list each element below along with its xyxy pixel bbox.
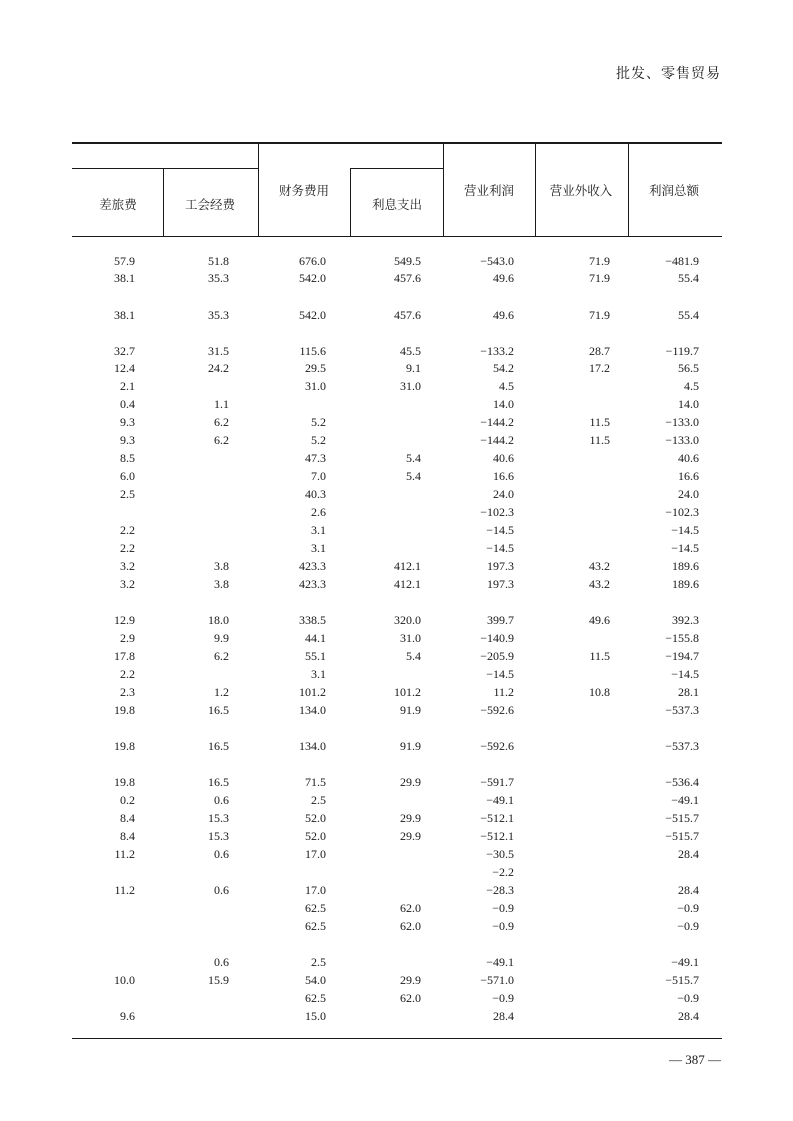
- cell-total-profit: −14.5: [671, 667, 699, 681]
- table-header-bottom-rule: [72, 236, 722, 237]
- cell-operating-profit: −14.5: [486, 523, 514, 537]
- cell-operating-profit: 14.0: [493, 397, 514, 411]
- cell-travel: 57.9: [114, 254, 135, 268]
- cell-operating-profit: 49.6: [493, 308, 514, 322]
- cell-union: 16.5: [208, 703, 229, 717]
- page-number: — 387 —: [669, 1052, 721, 1067]
- group-header-underline: [350, 168, 443, 169]
- cell-total-profit: 56.5: [678, 361, 699, 375]
- cell-interest: 31.0: [400, 379, 421, 393]
- column-header-interest-expense: 利息支出: [371, 198, 422, 212]
- cell-finance: 55.1: [305, 649, 326, 663]
- cell-operating-profit: −592.6: [480, 739, 514, 753]
- cell-union: 18.0: [208, 613, 229, 627]
- table-row: [0, 415, 793, 433]
- cell-non-operating-income: 71.9: [589, 308, 610, 322]
- cell-travel: 6.0: [120, 469, 135, 483]
- cell-non-operating-income: 11.5: [589, 649, 610, 663]
- cell-travel: 0.2: [120, 793, 135, 807]
- cell-finance: 676.0: [299, 254, 326, 268]
- cell-total-profit: −515.7: [665, 973, 699, 987]
- cell-finance: 338.5: [299, 613, 326, 627]
- cell-operating-profit: −512.1: [480, 829, 514, 843]
- cell-union: 3.8: [214, 577, 229, 591]
- cell-operating-profit: −0.9: [492, 991, 514, 1005]
- cell-operating-profit: −205.9: [480, 649, 514, 663]
- cell-interest: 5.4: [406, 649, 421, 663]
- cell-union: 15.3: [208, 829, 229, 843]
- cell-union: 35.3: [208, 271, 229, 285]
- cell-travel: 2.3: [120, 685, 135, 699]
- cell-total-profit: −49.1: [671, 955, 699, 969]
- cell-total-profit: 189.6: [672, 577, 699, 591]
- table-row: [0, 559, 793, 577]
- cell-total-profit: −102.3: [665, 505, 699, 519]
- cell-travel: 0.4: [120, 397, 135, 411]
- table-row: [0, 308, 793, 326]
- cell-interest: 5.4: [406, 469, 421, 483]
- cell-operating-profit: −133.2: [480, 344, 514, 358]
- cell-total-profit: 55.4: [678, 271, 699, 285]
- cell-travel: 9.3: [120, 415, 135, 429]
- cell-non-operating-income: 11.5: [589, 415, 610, 429]
- cell-interest: 29.9: [400, 811, 421, 825]
- cell-travel: 11.2: [114, 847, 135, 861]
- cell-finance: 423.3: [299, 577, 326, 591]
- table-row: [0, 505, 793, 523]
- cell-operating-profit: −571.0: [480, 973, 514, 987]
- cell-finance: 115.6: [299, 344, 326, 358]
- cell-travel: 12.4: [114, 361, 135, 375]
- cell-non-operating-income: 43.2: [589, 559, 610, 573]
- cell-finance: 542.0: [299, 308, 326, 322]
- cell-total-profit: −536.4: [665, 775, 699, 789]
- cell-finance: 3.1: [311, 541, 326, 555]
- table-row: [0, 883, 793, 901]
- cell-total-profit: −119.7: [665, 344, 699, 358]
- cell-total-profit: −0.9: [677, 901, 699, 915]
- cell-finance: 47.3: [305, 451, 326, 465]
- cell-total-profit: 14.0: [678, 397, 699, 411]
- table-row: [0, 793, 793, 811]
- cell-travel: 17.8: [114, 649, 135, 663]
- table-row: [0, 865, 793, 883]
- cell-finance: 134.0: [299, 703, 326, 717]
- table-row: [0, 991, 793, 1009]
- cell-total-profit: −515.7: [665, 829, 699, 843]
- table-row: [0, 973, 793, 991]
- cell-interest: 91.9: [400, 703, 421, 717]
- table-row: [0, 613, 793, 631]
- cell-operating-profit: −49.1: [486, 793, 514, 807]
- table-row: [0, 829, 793, 847]
- table-row: [0, 254, 793, 272]
- cell-operating-profit: −592.6: [480, 703, 514, 717]
- cell-travel: 9.3: [120, 433, 135, 447]
- cell-union: 16.5: [208, 775, 229, 789]
- table-row: [0, 901, 793, 919]
- cell-total-profit: −14.5: [671, 523, 699, 537]
- cell-finance: 2.5: [311, 793, 326, 807]
- cell-union: 0.6: [214, 883, 229, 897]
- cell-total-profit: −49.1: [671, 793, 699, 807]
- cell-travel: 2.2: [120, 667, 135, 681]
- cell-union: 16.5: [208, 739, 229, 753]
- cell-operating-profit: −2.2: [492, 865, 514, 879]
- cell-total-profit: −14.5: [671, 541, 699, 555]
- column-header-operating-profit: 营业利润: [463, 184, 514, 198]
- cell-finance: 62.5: [305, 919, 326, 933]
- cell-travel: 12.9: [114, 613, 135, 627]
- table-row: [0, 451, 793, 469]
- cell-interest: 5.4: [406, 451, 421, 465]
- table-row: [0, 685, 793, 703]
- cell-travel: 2.2: [120, 541, 135, 555]
- section-title: 批发、零售贸易: [616, 67, 721, 82]
- cell-interest: 101.2: [394, 685, 421, 699]
- cell-operating-profit: −591.7: [480, 775, 514, 789]
- cell-total-profit: −537.3: [665, 703, 699, 717]
- cell-total-profit: 24.0: [678, 487, 699, 501]
- cell-interest: 31.0: [400, 631, 421, 645]
- cell-finance: 17.0: [305, 847, 326, 861]
- cell-travel: 8.5: [120, 451, 135, 465]
- cell-union: 15.9: [208, 973, 229, 987]
- cell-finance: 71.5: [305, 775, 326, 789]
- cell-total-profit: −537.3: [665, 739, 699, 753]
- table-row: [0, 649, 793, 667]
- cell-union: 0.6: [214, 955, 229, 969]
- cell-finance: 542.0: [299, 271, 326, 285]
- cell-finance: 40.3: [305, 487, 326, 501]
- cell-finance: 3.1: [311, 667, 326, 681]
- cell-union: 31.5: [208, 344, 229, 358]
- cell-interest: 62.0: [400, 901, 421, 915]
- cell-total-profit: −0.9: [677, 919, 699, 933]
- cell-non-operating-income: 17.2: [589, 361, 610, 375]
- cell-union: 6.2: [214, 415, 229, 429]
- column-header-non-operating-income: 营业外收入: [549, 184, 613, 198]
- cell-travel: 38.1: [114, 271, 135, 285]
- cell-operating-profit: −0.9: [492, 901, 514, 915]
- cell-finance: 2.5: [311, 955, 326, 969]
- cell-operating-profit: −30.5: [486, 847, 514, 861]
- cell-travel: 2.1: [120, 379, 135, 393]
- cell-non-operating-income: 11.5: [589, 433, 610, 447]
- cell-union: 51.8: [208, 254, 229, 268]
- cell-finance: 15.0: [305, 1009, 326, 1023]
- table-row: [0, 919, 793, 937]
- cell-finance: 29.5: [305, 361, 326, 375]
- table-top-rule: [72, 142, 722, 144]
- table-row: [0, 469, 793, 487]
- cell-travel: 2.5: [120, 487, 135, 501]
- cell-interest: 412.1: [394, 577, 421, 591]
- cell-interest: 29.9: [400, 829, 421, 843]
- column-header-total-profit: 利润总额: [648, 184, 699, 198]
- cell-operating-profit: −102.3: [480, 505, 514, 519]
- cell-operating-profit: 11.2: [493, 685, 514, 699]
- cell-travel: 32.7: [114, 344, 135, 358]
- cell-travel: 3.2: [120, 577, 135, 591]
- cell-total-profit: −0.9: [677, 991, 699, 1005]
- cell-interest: 457.6: [394, 308, 421, 322]
- cell-total-profit: 28.4: [678, 847, 699, 861]
- cell-operating-profit: 197.3: [487, 577, 514, 591]
- column-header-union-fees: 工会经费: [184, 198, 235, 212]
- cell-travel: 19.8: [114, 739, 135, 753]
- cell-finance: 5.2: [311, 415, 326, 429]
- cell-interest: 29.9: [400, 775, 421, 789]
- cell-finance: 134.0: [299, 739, 326, 753]
- cell-total-profit: −133.0: [665, 433, 699, 447]
- table-row: [0, 631, 793, 649]
- cell-operating-profit: −543.0: [480, 254, 514, 268]
- cell-finance: 62.5: [305, 991, 326, 1005]
- cell-finance: 3.1: [311, 523, 326, 537]
- cell-interest: 45.5: [400, 344, 421, 358]
- table-row: [0, 1009, 793, 1027]
- cell-operating-profit: 4.5: [499, 379, 514, 393]
- cell-travel: 19.8: [114, 775, 135, 789]
- cell-finance: 52.0: [305, 811, 326, 825]
- cell-total-profit: 28.4: [678, 883, 699, 897]
- cell-operating-profit: −14.5: [486, 667, 514, 681]
- cell-interest: 9.1: [406, 361, 421, 375]
- cell-operating-profit: −0.9: [492, 919, 514, 933]
- cell-finance: 54.0: [305, 973, 326, 987]
- cell-interest: 91.9: [400, 739, 421, 753]
- cell-operating-profit: 49.6: [493, 271, 514, 285]
- cell-finance: 62.5: [305, 901, 326, 915]
- cell-finance: 31.0: [305, 379, 326, 393]
- cell-union: 15.3: [208, 811, 229, 825]
- cell-union: 1.2: [214, 685, 229, 699]
- cell-travel: 9.6: [120, 1009, 135, 1023]
- table-bottom-rule: [72, 1038, 722, 1039]
- table-row: [0, 667, 793, 685]
- cell-total-profit: 392.3: [672, 613, 699, 627]
- cell-union: 1.1: [214, 397, 229, 411]
- column-header-financial-expenses: 财务费用: [278, 184, 329, 198]
- table-row: [0, 523, 793, 541]
- cell-operating-profit: −28.3: [486, 883, 514, 897]
- table-row: [0, 577, 793, 595]
- cell-finance: 44.1: [305, 631, 326, 645]
- table-row: [0, 541, 793, 559]
- table-row: [0, 739, 793, 757]
- cell-operating-profit: −140.9: [480, 631, 514, 645]
- cell-operating-profit: −14.5: [486, 541, 514, 555]
- table-row: [0, 775, 793, 793]
- cell-operating-profit: 28.4: [493, 1009, 514, 1023]
- cell-union: 9.9: [214, 631, 229, 645]
- cell-operating-profit: 54.2: [493, 361, 514, 375]
- cell-interest: 457.6: [394, 271, 421, 285]
- cell-non-operating-income: 43.2: [589, 577, 610, 591]
- table-row: [0, 487, 793, 505]
- cell-total-profit: −194.7: [665, 649, 699, 663]
- cell-operating-profit: 399.7: [487, 613, 514, 627]
- cell-operating-profit: −49.1: [486, 955, 514, 969]
- cell-total-profit: −133.0: [665, 415, 699, 429]
- cell-operating-profit: 24.0: [493, 487, 514, 501]
- cell-interest: 62.0: [400, 991, 421, 1005]
- cell-non-operating-income: 71.9: [589, 254, 610, 268]
- cell-union: 0.6: [214, 847, 229, 861]
- cell-total-profit: −155.8: [665, 631, 699, 645]
- cell-finance: 101.2: [299, 685, 326, 699]
- table-row: [0, 361, 793, 379]
- cell-travel: 2.9: [120, 631, 135, 645]
- cell-non-operating-income: 28.7: [589, 344, 610, 358]
- cell-finance: 5.2: [311, 433, 326, 447]
- table-row: [0, 955, 793, 973]
- cell-total-profit: 28.1: [678, 685, 699, 699]
- cell-finance: 2.6: [311, 505, 326, 519]
- cell-operating-profit: −512.1: [480, 811, 514, 825]
- cell-finance: 52.0: [305, 829, 326, 843]
- cell-travel: 11.2: [114, 883, 135, 897]
- cell-interest: 320.0: [394, 613, 421, 627]
- cell-operating-profit: −144.2: [480, 433, 514, 447]
- cell-finance: 423.3: [299, 559, 326, 573]
- cell-total-profit: 28.4: [678, 1009, 699, 1023]
- cell-total-profit: 16.6: [678, 469, 699, 483]
- table-row: [0, 703, 793, 721]
- cell-travel: 3.2: [120, 559, 135, 573]
- cell-travel: 2.2: [120, 523, 135, 537]
- column-header-travel: 差旅费: [99, 198, 137, 212]
- cell-union: 24.2: [208, 361, 229, 375]
- group-header-underline: [72, 168, 258, 169]
- cell-travel: 8.4: [120, 811, 135, 825]
- cell-operating-profit: 40.6: [493, 451, 514, 465]
- cell-non-operating-income: 10.8: [589, 685, 610, 699]
- cell-operating-profit: −144.2: [480, 415, 514, 429]
- cell-total-profit: −515.7: [665, 811, 699, 825]
- cell-finance: 17.0: [305, 883, 326, 897]
- cell-union: 35.3: [208, 308, 229, 322]
- table-row: [0, 847, 793, 865]
- cell-non-operating-income: 71.9: [589, 271, 610, 285]
- cell-union: 3.8: [214, 559, 229, 573]
- cell-union: 6.2: [214, 649, 229, 663]
- table-row: [0, 397, 793, 415]
- cell-travel: 8.4: [120, 829, 135, 843]
- cell-total-profit: 40.6: [678, 451, 699, 465]
- cell-interest: 549.5: [394, 254, 421, 268]
- cell-travel: 38.1: [114, 308, 135, 322]
- cell-non-operating-income: 49.6: [589, 613, 610, 627]
- cell-travel: 10.0: [114, 973, 135, 987]
- cell-interest: 412.1: [394, 559, 421, 573]
- cell-total-profit: 189.6: [672, 559, 699, 573]
- cell-travel: 19.8: [114, 703, 135, 717]
- cell-operating-profit: 197.3: [487, 559, 514, 573]
- cell-interest: 62.0: [400, 919, 421, 933]
- cell-union: 6.2: [214, 433, 229, 447]
- table-row: [0, 379, 793, 397]
- table-row: [0, 344, 793, 362]
- cell-total-profit: −481.9: [665, 254, 699, 268]
- cell-finance: 7.0: [311, 469, 326, 483]
- table-row: [0, 271, 793, 289]
- table-row: [0, 811, 793, 829]
- cell-total-profit: 4.5: [684, 379, 699, 393]
- table-row: [0, 433, 793, 451]
- cell-operating-profit: 16.6: [493, 469, 514, 483]
- cell-union: 0.6: [214, 793, 229, 807]
- cell-total-profit: 55.4: [678, 308, 699, 322]
- cell-interest: 29.9: [400, 973, 421, 987]
